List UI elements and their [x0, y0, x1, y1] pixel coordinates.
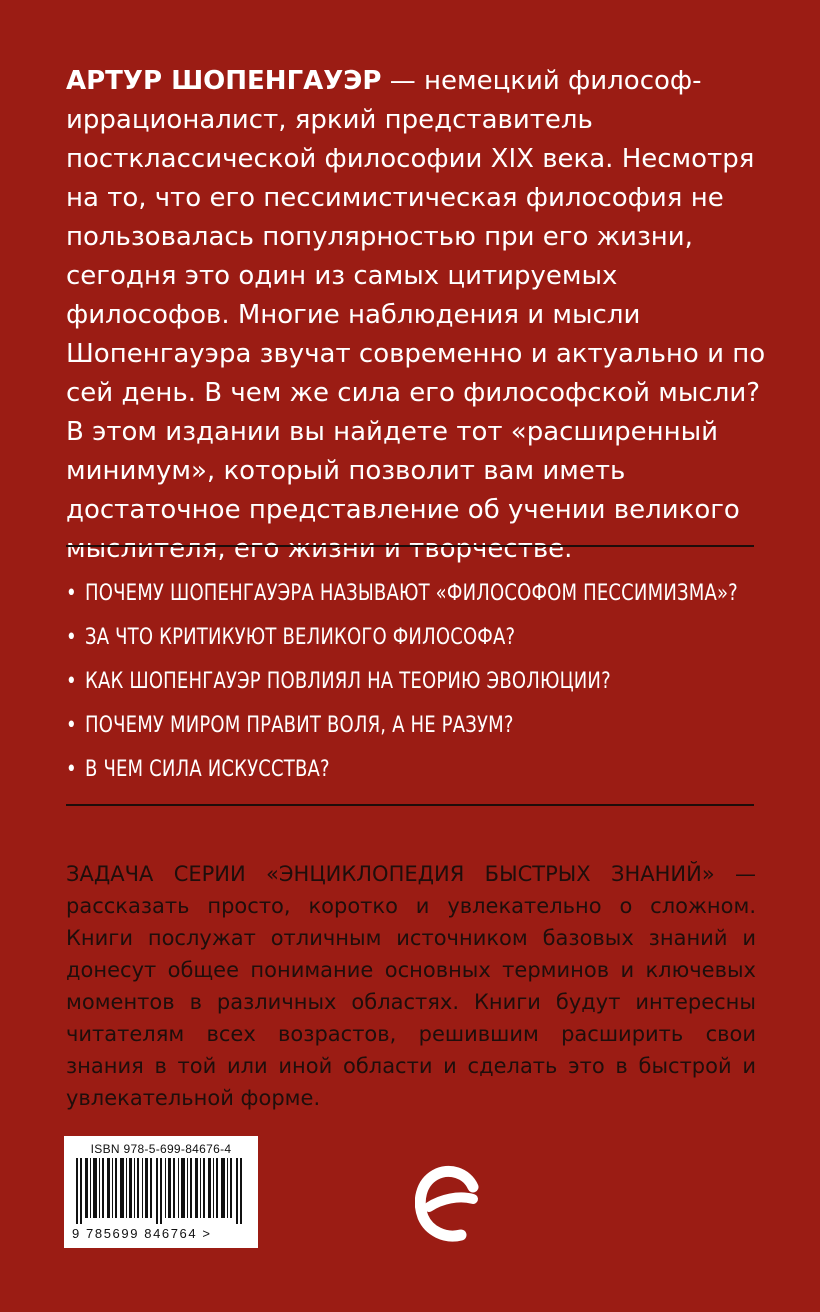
question-item: [66, 704, 640, 748]
divider-top: [66, 545, 754, 547]
isbn-label: ISBN 978-5-699-84676-4: [90, 1142, 232, 1156]
divider-bottom: [66, 804, 754, 806]
question-list: [66, 572, 766, 792]
question-text: ЗА ЧТО КРИТИКУЮТ ВЕЛИКОГО ФИЛОСОФА?: [85, 625, 516, 650]
question-item: [66, 748, 640, 792]
bullet: •: [66, 757, 77, 782]
question-text: ПОЧЕМУ ШОПЕНГАУЭРА НАЗЫВАЮТ «ФИЛОСОФОМ ПЕССИМИЗМА»?: [85, 581, 738, 606]
author-intro-text: — немецкий философ-иррационалист, яркий представитель постклассической философии XIX века. Несмотря на то, что его пессимистическая философия не пользовалась популярностью при его жизни, сегодня это один из самых цитируемых философов. Многие наблюдения и мысли Шопенгауэра звучат современно и актуально и по сей день. В чем же сила его философской мысли? В этом издании вы найдете тот «расширенный минимум», который позволит вам иметь достаточное представление об учении великого мыслителя, его жизни и творчестве.: [66, 66, 766, 564]
publisher-logo-icon: [415, 1165, 485, 1247]
question-item: [66, 572, 738, 616]
question-text: В ЧЕМ СИЛА ИСКУССТВА?: [85, 757, 330, 782]
barcode-digits: 9 785699 846764 >: [72, 1226, 212, 1241]
bullet: •: [66, 669, 77, 694]
question-item: [66, 660, 640, 704]
author-name: АРТУР ШОПЕНГАУЭР: [66, 66, 382, 96]
bullet: •: [66, 625, 77, 650]
question-text: КАК ШОПЕНГАУЭР ПОВЛИЯЛ НА ТЕОРИЮ ЭВОЛЮЦИИ?: [85, 669, 611, 694]
series-description: ЗАДАЧА СЕРИИ «ЭНЦИКЛОПЕДИЯ БЫСТРЫХ ЗНАНИЙ» — рассказать просто, коротко и увлекательно о сложном. Книги послужат отличным источником базовых знаний и донесут общее понимание основных терминов и ключевых моментов в различных областях. Книги будут интересны читателям всех возрастов, решившим расширить свои знания в той или иной области и сделать это в быстрой и увлекательной форме.: [66, 862, 756, 1110]
question-text: ПОЧЕМУ МИРОМ ПРАВИТ ВОЛЯ, А НЕ РАЗУМ?: [85, 713, 514, 738]
barcode-image: [72, 1158, 250, 1224]
bullet: •: [66, 713, 77, 738]
bullet: •: [66, 581, 77, 606]
author-intro: [66, 62, 766, 569]
barcode-panel: [64, 1136, 258, 1248]
question-item: [66, 616, 640, 660]
